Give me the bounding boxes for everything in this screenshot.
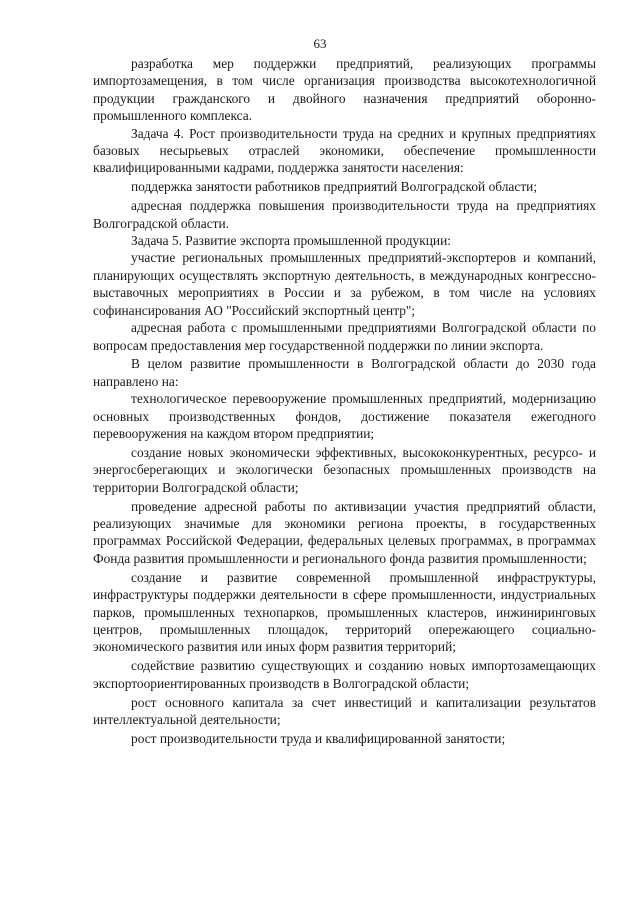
document-body — [93, 55, 596, 747]
paragraph-infrastructure: создание и развитие современной промышленной инфраструктуры, инфраструктуры поддержки деятельности в сфере промышленности, индустриальных парков, промышленных технопарков, промышленных кластеров, инжиниринговых центров, промышленных площадок, территорий опережающего социально-экономического развития или иных форм развития территорий; — [93, 569, 596, 655]
paragraph-productivity-support: адресная поддержка повышения производительности труда на предприятиях Волгоградской области. — [93, 198, 596, 231]
paragraph-export-exhibitions: участие региональных промышленных предприятий-экспортеров и компаний, планирующих осуществлять экспортную деятельность, в международных конгрессно-выставочных мероприятиях в России и за рубежом, в том числе на условиях софинансирования АО "Российский экспортный центр"; — [93, 250, 596, 318]
paragraph-targeted-work: проведение адресной работы по активизации участия предприятий области, реализующих значимые для экономики региона проекты, в государственных программах Российской Федерации, федеральных целевых программах, в программах Фонда развития промышленности и регионального фонда развития промышленности; — [93, 498, 596, 566]
paragraph-capital-growth: рост основного капитала за счет инвестиций и капитализации результатов интеллектуальной деятельности; — [93, 694, 596, 728]
paragraph-development-intro: В целом развитие промышленности в Волгоградской области до 2030 года направлено на: — [93, 356, 596, 389]
paragraph-technological-rearmament: технологическое перевооружение промышленных предприятий, модернизацию основных производственных фондов, достижение показателя ежегодного перевооружения на каждом втором предприятии; — [93, 391, 596, 442]
paragraph-employment-support: поддержка занятости работников предприятий Волгоградской области; — [131, 179, 538, 195]
paragraph-support-import-substitution: разработка мер поддержки предприятий, реализующих программы импортозамещения, в том числе организация производства высокотехнологичной продукции гражданского и двойного назначения предприятий оборонно-промышленного комплекса. — [93, 56, 596, 124]
paragraph-task-4-heading: Задача 4. Рост производительности труда на средних и крупных предприятиях базовых несырьевых отраслей экономики, обеспечение промышленности квалифицированными кадрами, поддержка занятости населения: — [93, 125, 596, 176]
paragraph-import-substitution-production: содействие развитию существующих и созданию новых импортозамещающих экспортоориентированных производств в Волгоградской области; — [93, 658, 596, 691]
paragraph-labor-productivity: рост производительности труда и квалифицированной занятости; — [131, 730, 506, 746]
page-number: 63 — [313, 36, 327, 51]
paragraph-new-production: создание новых экономически эффективных, высококонкурентных, ресурсо- и энергосберегающих и экологически безопасных промышленных производств на территории Волгоградской области; — [93, 444, 596, 495]
paragraph-export-support: адресная работа с промышленными предприятиями Волгоградской области по вопросам предоставления мер государственной поддержки по линии экспорта. — [93, 320, 596, 353]
paragraph-task-5-heading: Задача 5. Развитие экспорта промышленной продукции: — [131, 233, 451, 249]
